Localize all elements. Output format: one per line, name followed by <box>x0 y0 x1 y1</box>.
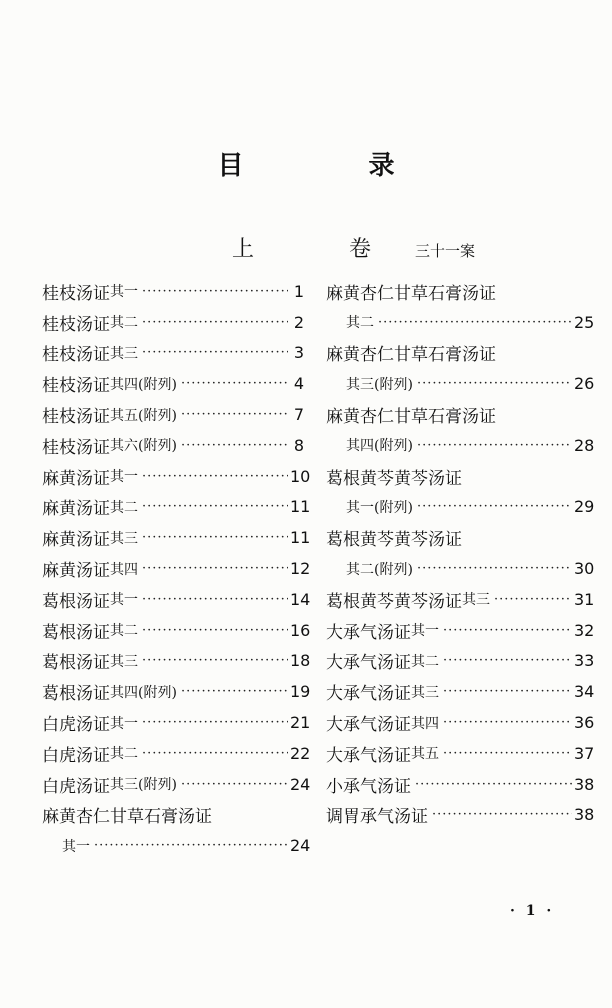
toc-entry <box>42 338 304 369</box>
toc-entry-title: 麻黄杏仁甘草石膏汤证 <box>42 807 212 828</box>
toc-entry-subtitle: 其六(附列) <box>110 438 177 455</box>
toc-entry-page: 22 <box>290 743 311 763</box>
dot-leader <box>181 439 288 452</box>
toc-entry-subtitle: 其一 <box>411 623 439 640</box>
toc-entry-subtitle: 其三 <box>411 684 439 701</box>
toc-entry <box>326 430 595 461</box>
dot-leader <box>443 654 572 667</box>
toc-entry-page: 21 <box>290 713 311 733</box>
toc-entry-subtitle: 其二 <box>110 746 138 763</box>
toc-entry-page: 19 <box>290 682 311 702</box>
toc-entry-title: 调胃承气汤证 <box>326 807 428 828</box>
toc-entry-subtitle: 其一 <box>110 284 138 301</box>
dot-leader <box>494 593 572 606</box>
dot-leader <box>378 316 572 329</box>
toc-entry-page: 10 <box>290 466 311 486</box>
dot-leader <box>443 716 572 729</box>
toc-entry <box>42 738 311 769</box>
dot-leader <box>142 500 288 513</box>
toc-entry-page: 1 <box>293 281 304 301</box>
dot-leader <box>142 716 288 729</box>
page-number: · 1 · <box>510 903 555 919</box>
toc-entry-subtitle: 其四 <box>411 715 439 732</box>
volume-label: 上 卷 <box>232 237 415 262</box>
toc-entry <box>42 646 311 677</box>
toc-entry-subtitle: 其三 <box>110 345 138 362</box>
toc-entry <box>326 492 595 523</box>
dot-leader <box>417 562 572 575</box>
toc-entry-subtitle: 其三(附列) <box>346 376 413 393</box>
toc-entry <box>42 707 311 738</box>
toc-entry <box>326 646 595 677</box>
toc-entry-subtitle: 其二 <box>110 499 138 516</box>
toc-entry-page: 12 <box>290 559 311 579</box>
toc-entry-title: 桂枝汤证 <box>42 314 110 335</box>
toc-entry-subtitle: 其三 <box>462 592 490 609</box>
toc-entry <box>42 584 311 615</box>
toc-entry-title: 麻黄汤证 <box>42 499 110 520</box>
dot-leader <box>443 624 572 637</box>
toc-entry-subtitle: 其二 <box>346 315 374 332</box>
toc-entry-title: 桂枝汤证 <box>42 345 110 366</box>
toc-entry <box>42 492 311 523</box>
toc-entry-subtitle: 其一 <box>62 838 90 855</box>
toc-entry-title: 葛根黄芩黄芩汤证 <box>326 530 462 551</box>
toc-entry-subtitle: 其三(附列) <box>110 777 177 794</box>
dot-leader <box>142 470 288 483</box>
toc-entry-page: 24 <box>290 774 311 794</box>
toc-entry-page: 29 <box>574 497 595 517</box>
dot-leader <box>417 439 572 452</box>
toc-entry-subtitle: 其四(附列) <box>110 684 177 701</box>
toc-entry <box>326 399 588 430</box>
toc-entry <box>326 368 595 399</box>
toc-entry-subtitle: 其四 <box>110 561 138 578</box>
toc-entry <box>326 707 595 738</box>
toc-entry <box>42 830 311 861</box>
toc-entry-title: 葛根汤证 <box>42 684 110 705</box>
toc-entry-page: 4 <box>293 374 304 394</box>
toc-entry-page: 8 <box>293 435 304 455</box>
toc-entry <box>326 769 595 800</box>
toc-entry-subtitle: 其二 <box>110 315 138 332</box>
toc-entry-title: 大承气汤证 <box>326 622 411 643</box>
toc-entry <box>326 738 595 769</box>
toc-entry-page: 34 <box>574 682 595 702</box>
toc-entry <box>42 553 311 584</box>
toc-entry-page: 2 <box>293 312 304 332</box>
toc-entry-subtitle: 其三 <box>110 530 138 547</box>
toc-entry-title: 桂枝汤证 <box>42 376 110 397</box>
toc-entry-title: 麻黄杏仁甘草石膏汤证 <box>326 407 496 428</box>
toc-entry-subtitle: 其一(附列) <box>346 499 413 516</box>
dot-leader <box>181 685 288 698</box>
toc-entry-subtitle: 其一 <box>110 592 138 609</box>
toc-entry <box>326 615 595 646</box>
toc-entry <box>42 769 311 800</box>
toc-entry-title: 麻黄汤证 <box>42 468 110 489</box>
toc-entry-title: 小承气汤证 <box>326 776 411 797</box>
toc-entry <box>326 553 595 584</box>
toc-entry-title: 葛根汤证 <box>42 591 110 612</box>
toc-entry <box>42 522 311 553</box>
toc-entry <box>326 461 588 492</box>
toc-entry-title: 麻黄汤证 <box>42 561 110 582</box>
dot-leader <box>94 839 288 852</box>
dot-leader <box>181 778 288 791</box>
toc-entry-subtitle: 其二 <box>110 623 138 640</box>
dot-leader <box>417 500 572 513</box>
toc-entry <box>326 584 595 615</box>
toc-entry-subtitle: 其一 <box>110 469 138 486</box>
toc-entry-subtitle: 其二 <box>411 653 439 670</box>
toc-entry-page: 25 <box>574 312 595 332</box>
toc-entry-title: 葛根黄芩黄芩汤证 <box>326 591 462 612</box>
toc-right-column <box>326 276 595 830</box>
toc-entry-page: 24 <box>290 836 311 856</box>
toc-entry-page: 36 <box>574 713 595 733</box>
toc-entry-page: 7 <box>293 405 304 425</box>
dot-leader <box>142 285 288 298</box>
toc-entry <box>326 307 595 338</box>
toc-entry-subtitle: 其四(附列) <box>346 438 413 455</box>
toc-entry-title: 大承气汤证 <box>326 715 411 736</box>
toc-entry-page: 33 <box>574 651 595 671</box>
toc-entry-page: 38 <box>574 774 595 794</box>
toc-entry-title: 葛根黄芩黄芩汤证 <box>326 468 462 489</box>
toc-entry-title: 大承气汤证 <box>326 745 411 766</box>
dot-leader <box>142 747 288 760</box>
toc-entry-title: 白虎汤证 <box>42 715 110 736</box>
toc-entry-title: 麻黄杏仁甘草石膏汤证 <box>326 345 496 366</box>
dot-leader <box>142 531 288 544</box>
toc-entry-subtitle: 其五(附列) <box>110 407 177 424</box>
dot-leader <box>181 377 288 390</box>
dot-leader <box>432 808 572 821</box>
toc-entry <box>326 800 595 831</box>
toc-entry-page: 28 <box>574 435 595 455</box>
dot-leader <box>142 624 288 637</box>
toc-entry-title: 桂枝汤证 <box>42 437 110 458</box>
toc-entry <box>42 368 304 399</box>
toc-entry-page: 30 <box>574 559 595 579</box>
toc-entry-page: 37 <box>574 743 595 763</box>
dot-leader <box>443 685 572 698</box>
toc-entry-page: 11 <box>290 528 311 548</box>
toc-entry <box>42 430 304 461</box>
toc-entry <box>326 676 595 707</box>
toc-entry-subtitle: 其五 <box>411 746 439 763</box>
toc-entry-page: 18 <box>290 651 311 671</box>
toc-entry-page: 14 <box>290 589 311 609</box>
toc-entry <box>326 522 588 553</box>
dot-leader <box>142 562 288 575</box>
dot-leader <box>443 747 572 760</box>
toc-entry-subtitle: 其二(附列) <box>346 561 413 578</box>
toc-entry-title: 葛根汤证 <box>42 653 110 674</box>
toc-entry-title: 白虎汤证 <box>42 745 110 766</box>
toc-entry-title: 大承气汤证 <box>326 653 411 674</box>
toc-entry <box>42 676 311 707</box>
toc-entry-title: 桂枝汤证 <box>42 407 110 428</box>
toc-entry <box>326 276 588 307</box>
toc-entry-title: 大承气汤证 <box>326 684 411 705</box>
toc-entry-title: 桂枝汤证 <box>42 283 110 304</box>
toc-entry-page: 32 <box>574 620 595 640</box>
dot-leader <box>142 593 288 606</box>
dot-leader <box>142 654 288 667</box>
dot-leader <box>142 316 288 329</box>
toc-entry-title: 葛根汤证 <box>42 622 110 643</box>
toc-entry-page: 16 <box>290 620 311 640</box>
toc-entry <box>42 307 304 338</box>
toc-entry-title: 麻黄杏仁甘草石膏汤证 <box>326 283 496 304</box>
toc-entry-subtitle: 其四(附列) <box>110 376 177 393</box>
toc-entry-title: 白虎汤证 <box>42 776 110 797</box>
toc-entry <box>42 800 304 831</box>
dot-leader <box>142 346 288 359</box>
toc-entry-subtitle: 其三 <box>110 653 138 670</box>
toc-entry-page: 38 <box>574 805 595 825</box>
dot-leader <box>417 377 572 390</box>
dot-leader <box>181 408 288 421</box>
volume-note: 三十一案 <box>415 242 476 260</box>
toc-entry-page: 26 <box>574 374 595 394</box>
toc-entry <box>42 615 311 646</box>
toc-entry-title: 麻黄汤证 <box>42 530 110 551</box>
toc-entry <box>326 338 588 369</box>
toc-entry-page: 11 <box>290 497 311 517</box>
toc-entry-page: 3 <box>293 343 304 363</box>
toc-entry-subtitle: 其一 <box>110 715 138 732</box>
toc-entry-page: 31 <box>574 589 595 609</box>
page-title: 目 录 <box>217 151 453 181</box>
dot-leader <box>415 778 572 791</box>
toc-entry <box>42 399 304 430</box>
toc-left-column <box>42 276 311 861</box>
volume-heading <box>232 232 475 263</box>
toc-entry <box>42 276 304 307</box>
toc-entry <box>42 461 311 492</box>
